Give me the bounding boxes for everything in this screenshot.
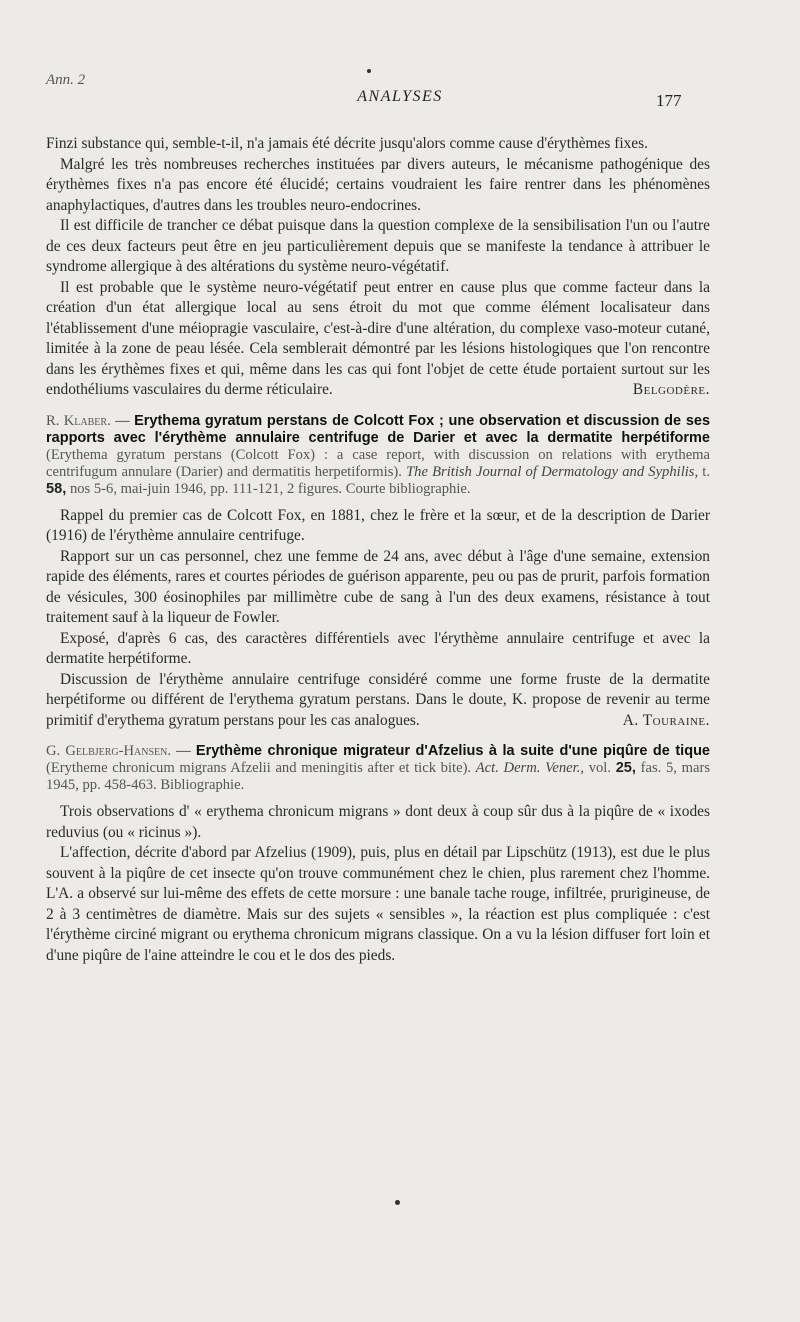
paragraph: Il est probable que le système neuro-végétatif peut entrer en cause plus que comme facteur dans la création d'un état allergique local au sens étroit du mot que comme élément localisateur dans l'établissement d'une méiopragie vasculaire, c'est-à-dire d'une altération, du complexe vaso-moteur cutané, limitée à la zone de peau lésée. Cela semblerait démontré par les lésions histologiques que l'on rencontre dans les érythèmes fixes et qui, même dans les cas qui font l'objet de cette étude portaient surtout sur les endothéliums vasculaires du derme réticulaire. [46,278,710,398]
reference-text: nos 5-6, mai-juin 1946, pp. 111-121, 2 figures. Courte bibliographie. [66,480,471,497]
ink-dot [395,1200,400,1205]
annotation-volume: Ann. 2 [46,72,86,88]
article-body [46,134,710,966]
dash: — [110,412,135,429]
paragraph: Malgré les très nombreuses recherches instituées par divers auteurs, le mécanisme pathogénique des érythèmes fixes n'a pas encore été élucidé; certains voudraient les faire rentrer dans les phénomènes anaphylactiques, d'autres dans les troubles neuro-endocrines. [46,155,710,214]
review-heading [46,413,710,498]
running-head: ANALYSES [357,88,443,105]
review-author: G. Gelbjerg-Hansen. [46,743,172,759]
volume-number: 58, [46,480,67,497]
reference-text: (Erythema gyratum perstans (Colcott Fox) : a case report, with discussion on relations with erythema centrifugum annulare (Darier) and dermatitis herpetiformis). [46,446,710,480]
review-title: Erythema gyratum perstans de Colcott Fox ; une observation et discussion de ses rapports avec l'érythème annulaire centrifuge de Darier et avec la dermatite herpétiforme [46,412,711,446]
paragraph: Il est difficile de trancher ce débat puisque dans la question complexe de la sensibilisation l'un ou l'autre de ces deux facteurs peut être en jeu particulièrement depuis que se manifeste la tendance à attribuer le syndrome allergique à des altérations du système neuro-végétatif. [46,217,710,275]
review-heading [46,743,710,794]
journal-name: The British Journal of Dermatology and Syphilis, [406,463,699,480]
dash: — [171,743,196,759]
review-author: R. Klaber. [46,412,111,429]
paragraph: Trois observations d' « erythema chronicum migrans » dont deux à coup sûr dus à la piqûre de « ixodes reduvius (ou « ricinus »). [46,803,710,841]
reference-text: vol. [584,760,616,776]
paragraph: Rappel du premier cas de Colcott Fox, en 1881, chez le frère et la sœur, et de la description de Darier (1916) de l'érythème annulaire centrifuge. [46,506,710,544]
page-number: 177 [656,91,682,110]
paragraph: Finzi substance qui, semble-t-il, n'a jamais été décrite jusqu'alors comme cause d'érythèmes fixes. [46,135,648,152]
paragraph: Exposé, d'après 6 cas, des caractères différentiels avec l'érythème annulaire centrifuge et avec la dermatite herpétiforme. [46,629,710,667]
review-title: Erythème chronique migrateur d'Afzelius à la suite d'une piqûre de tique [195,743,710,759]
signature: Belgodère. [632,381,710,398]
reference-text: t. [698,463,711,480]
paragraph: Rapport sur un cas personnel, chez une femme de 24 ans, avec début à l'âge d'une semaine, extension rapide des éléments, rares et courtes périodes de guérison apparente, peu ou pas de prurit, parfois formation de vésicules, 300 éosinophiles par millimètre cube de sang à l'un des deux examens, résistance à tout traitement sauf à la liqueur de Fowler. [46,547,710,626]
signature: A. Touraine. [622,711,710,729]
reference-text: fas. 5, mars 1945, pp. 458-463. Bibliographie. [46,760,711,793]
paragraph: L'affection, décrite d'abord par Afzelius (1909), puis, plus en détail par Lipschütz (1913), est due le plus souvent à la piqûre de cet insecte qu'on trouve communément chez le chien, plus rarement chez l'homme. L'A. a observé sur lui-même des effets de cette morsure : une banale tache rouge, infiltrée, prurigineuse, de 2 à 3 centimètres de diamètre. Mais sur des sujets « sensibles », la réaction est plus compliquée : c'est l'érythème circiné migrant ou erythema chronicum migrans classique. On a vu la lésion diffuser fort loin et d'une piqûre de l'aine atteindre le cou et le dos des pieds. [46,844,710,964]
ink-dot [367,69,371,73]
journal-name: Act. Derm. Vener., [475,760,585,776]
volume-number: 25, [615,760,636,776]
paragraph: Discussion de l'érythème annulaire centrifuge considéré comme une forme fruste de la dermatite herpétiforme ou différent de l'erythema gyratum perstans. Dans le doute, K. propose de revenir au terme primitif d'erythema gyratum perstans pour les cas analogues. [46,670,710,729]
reference-text: (Erytheme chronicum migrans Afzelii and meningitis after et tick bite). [46,760,476,776]
